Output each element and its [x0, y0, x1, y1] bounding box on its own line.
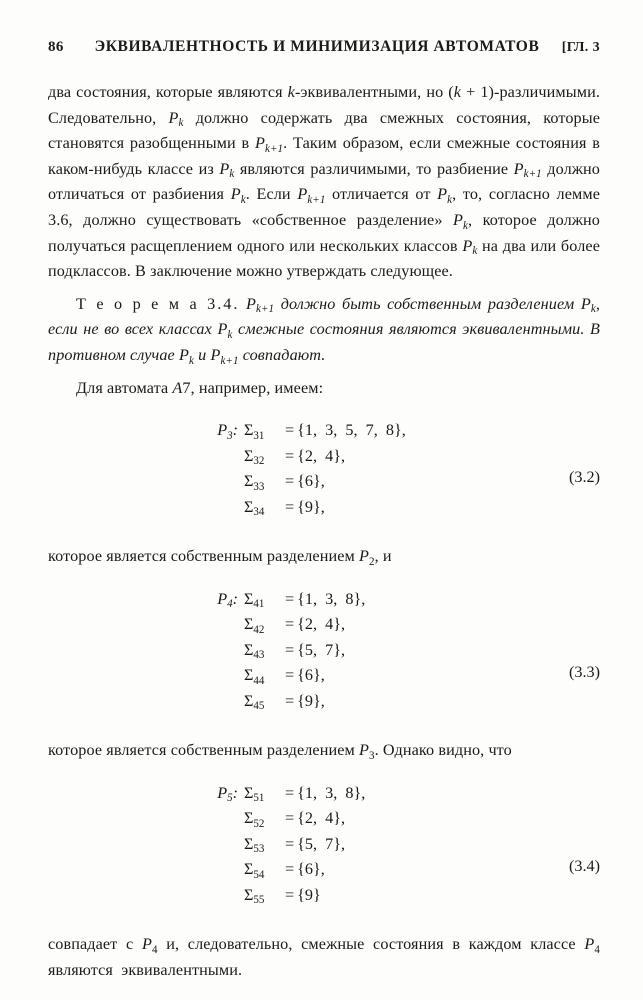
equals-sign: =	[285, 666, 295, 685]
equation-row	[198, 806, 600, 832]
sigma-label: $\Sigma_{32}$	[244, 446, 265, 468]
equation-row	[198, 495, 600, 521]
equals-sign: =	[285, 691, 295, 710]
set-value: {2, 4},	[297, 615, 346, 634]
page-body	[48, 80, 600, 984]
equals-sign: =	[285, 860, 295, 879]
sigma-label: $\Sigma_{52}$	[244, 809, 265, 830]
theorem-3-4: Т е о р е м а 3.4. $P_{k+1}$ должно быть собственным разделением $P_k$, если не во всех классах $P_k$ смежные состояния являются эквивалентными. В противном случае $P_k$ и $P_{k+1}$ совпадают.	[48, 294, 601, 367]
equals-sign: =	[285, 834, 295, 853]
equation-row	[198, 781, 600, 807]
equation-row	[198, 689, 600, 715]
paragraph-final: совпадает с $P_4$ и, следовательно, смежные состояния в каждом классе $P_4$ являются эквивалентными.	[48, 935, 600, 979]
equals-sign: =	[285, 809, 295, 828]
equation-row	[198, 638, 600, 664]
set-value: {9},	[297, 497, 325, 516]
partition-label: $P_4$:	[217, 589, 238, 611]
theorem-label: Т е о р е м а 3.4.	[76, 294, 240, 313]
equals-sign: =	[285, 472, 295, 491]
set-value: {5, 7},	[297, 834, 346, 853]
equation-row	[198, 469, 600, 495]
equation-row	[198, 418, 600, 444]
running-header	[48, 38, 600, 56]
equals-sign: =	[285, 640, 295, 659]
set-value: {9}	[297, 885, 321, 904]
sigma-label: $\Sigma_{41}$	[244, 589, 265, 611]
sigma-label: $\Sigma_{53}$	[244, 834, 265, 856]
sigma-label: $\Sigma_{31}$	[244, 421, 265, 442]
sigma-label: $\Sigma_{33}$	[244, 472, 265, 493]
page-number: 86	[48, 39, 64, 55]
equation-block-3-4	[48, 781, 600, 909]
set-value: {1, 3, 5, 7, 8},	[297, 421, 406, 440]
equals-sign: =	[285, 885, 295, 904]
equation-number: (3.3)	[568, 662, 600, 681]
sigma-label: $\Sigma_{55}$	[244, 885, 265, 907]
set-value: {5, 7},	[297, 640, 346, 659]
set-value: {9},	[297, 691, 325, 710]
equals-sign: =	[285, 783, 295, 802]
equation-row	[198, 883, 600, 909]
equals-sign: =	[285, 421, 295, 440]
equation-row	[198, 587, 600, 613]
set-value: {2, 4},	[297, 446, 346, 465]
set-value: {6},	[297, 666, 325, 685]
paragraph-1: два состояния, которые являются k-эквивалентными, но (k + 1)-различимыми. Следовательно, $P_k$ должно содержать два смежных состояния, которые становятся разобщенными в $P_{k+1}$. Таким образом, если смежные состояния в каком-нибудь классе из $P_k$ являются различимыми, то разбиение $P_{k+1}$ должно отличаться от разбиения $P_k$. Если $P_{k+1}$ отличается от $P_k$, то, согласно лемме 3.6, должно существовать «собственное разделение» $P_k$, которое должно получаться расщеплением одного или нескольких классов $P_k$ на два или более подклассов. В заключение можно утверждать следующее.	[48, 83, 601, 281]
sigma-label: $\Sigma_{45}$	[244, 691, 265, 713]
equals-sign: =	[285, 497, 295, 516]
sigma-label: $\Sigma_{42}$	[244, 615, 265, 636]
sigma-label: $\Sigma_{34}$	[244, 497, 265, 519]
set-value: {6},	[297, 860, 325, 879]
paragraph-after-3-3: которое является собственным разделением $P_3$. Однако видно, что	[48, 741, 512, 762]
sigma-label: $\Sigma_{44}$	[244, 666, 265, 687]
equation-block-3-2	[48, 418, 600, 520]
equals-sign: =	[285, 615, 295, 634]
chapter-marker: [ГЛ. 3	[561, 40, 600, 55]
paragraph-example-intro: Для автомата A7, например, имеем:	[76, 378, 324, 397]
partition-label: $P_3$:	[217, 421, 238, 442]
equation-row	[198, 612, 600, 638]
sigma-label: $\Sigma_{43}$	[244, 640, 265, 662]
equals-sign: =	[285, 589, 295, 608]
set-value: {1, 3, 8},	[297, 589, 366, 608]
sigma-label: $\Sigma_{51}$	[244, 783, 265, 805]
equation-number: (3.4)	[568, 856, 600, 875]
set-value: {6},	[297, 472, 325, 491]
set-value: {2, 4},	[297, 809, 346, 828]
equation-row	[198, 832, 600, 858]
sigma-label: $\Sigma_{54}$	[244, 860, 265, 881]
set-value: {1, 3, 8},	[297, 783, 366, 802]
equation-row	[198, 444, 600, 470]
equation-block-3-3	[48, 587, 600, 715]
partition-label: $P_5$:	[217, 783, 238, 805]
equation-number: (3.2)	[568, 468, 600, 487]
equation-row	[198, 857, 600, 883]
equals-sign: =	[285, 446, 295, 465]
equation-row	[198, 663, 600, 689]
paragraph-after-3-2: которое является собственным разделением $P_2$, и	[48, 547, 392, 568]
page-title: ЭКВИВАЛЕНТНОСТЬ И МИНИМИЗАЦИЯ АВТОМАТОВ	[94, 38, 540, 55]
